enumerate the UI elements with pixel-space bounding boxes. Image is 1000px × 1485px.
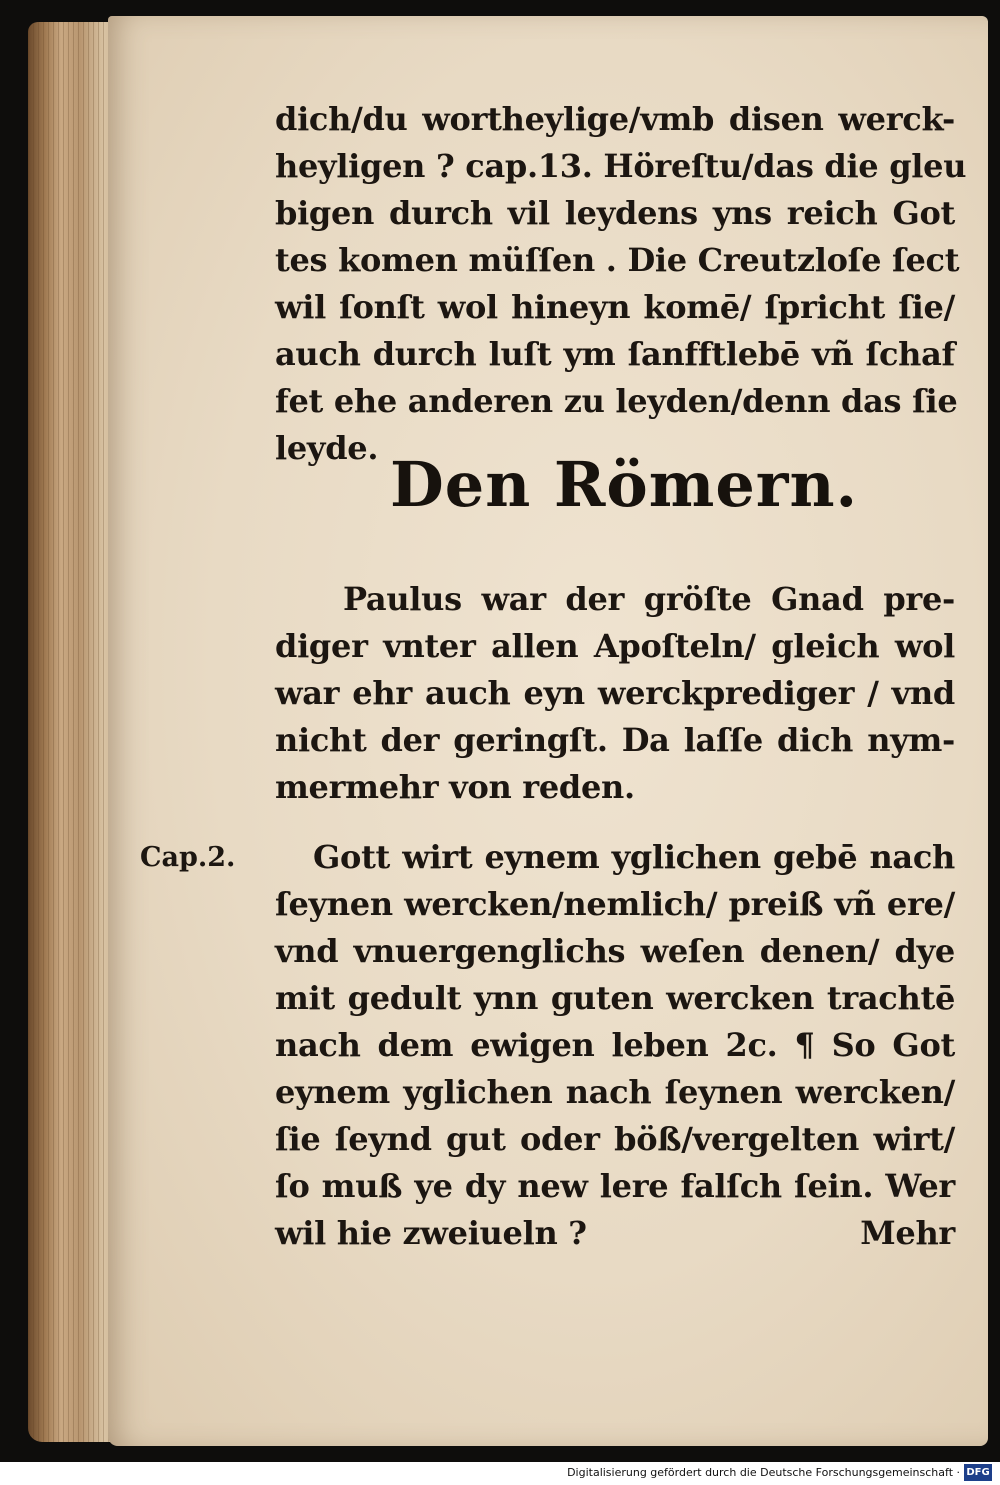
dfg-logo: DFG bbox=[964, 1464, 992, 1481]
text-line: fet ehe anderen zu leyden/denn das ſie bbox=[275, 382, 958, 420]
text-line: heyligen ? cap.13. Höreſtu/das die gleu bbox=[275, 147, 967, 185]
text-line: tes komen müſſen . Die Creutzloſe ſect bbox=[275, 241, 960, 279]
text-line: ſo muß ye dy new lere falſch ſein. Wer bbox=[275, 1167, 955, 1205]
paragraph-3 bbox=[275, 834, 955, 1257]
text-line: wil hie zweiueln ? bbox=[275, 1214, 587, 1252]
text-line: mit gedult ynn guten wercken trachtē bbox=[275, 979, 955, 1017]
text-line: diger vnter allen Apoſteln/ gleich wol bbox=[275, 627, 955, 665]
text-line: eynem yglichen nach ſeynen wercken/ bbox=[275, 1073, 955, 1111]
text-line: war ehr auch eyn werckprediger / vnd bbox=[275, 674, 955, 712]
text-line: ſie ſeynd gut oder böß/vergelten wirt/ bbox=[275, 1120, 955, 1158]
text-line: mermehr von reden. bbox=[275, 768, 635, 806]
text-line: auch durch luſt ym ſanfftlebē vñ ſchaf bbox=[275, 335, 955, 373]
text-line: dich/du wortheylige/vmb disen werck- bbox=[275, 100, 955, 138]
text-line: Paulus war der gröſte Gnad pre- bbox=[343, 580, 955, 618]
digitization-credit: Digitalisierung gefördert durch die Deutsche Forschungsgemeinschaft · bbox=[567, 1466, 960, 1479]
section-heading: Den Römern. bbox=[390, 448, 859, 521]
text-line: ſeynen wercken/nemlich/ preiß vñ ere/ bbox=[275, 885, 955, 923]
text-line: Gott wirt eynem yglichen gebē nach bbox=[313, 838, 955, 876]
text-line: nicht der geringſt. Da laſſe dich nym- bbox=[275, 721, 955, 759]
text-line: wil ſonſt wol hineyn komē/ ſpricht ſie/ bbox=[275, 288, 955, 326]
text-line: bigen durch vil leydens yns reich Got bbox=[275, 194, 955, 232]
text-line: leyde. bbox=[275, 429, 379, 467]
text-line: nach dem ewigen leben 2c. ¶ So Got bbox=[275, 1026, 955, 1064]
paragraph-2 bbox=[275, 576, 955, 811]
marginal-note: Cap.2. bbox=[140, 842, 236, 873]
text-line: vnd vnuergenglichs weſen denen/ dye bbox=[275, 932, 955, 970]
last-line-row bbox=[275, 1210, 955, 1257]
paragraph-1 bbox=[275, 96, 967, 472]
catchword: Mehr bbox=[860, 1214, 955, 1252]
